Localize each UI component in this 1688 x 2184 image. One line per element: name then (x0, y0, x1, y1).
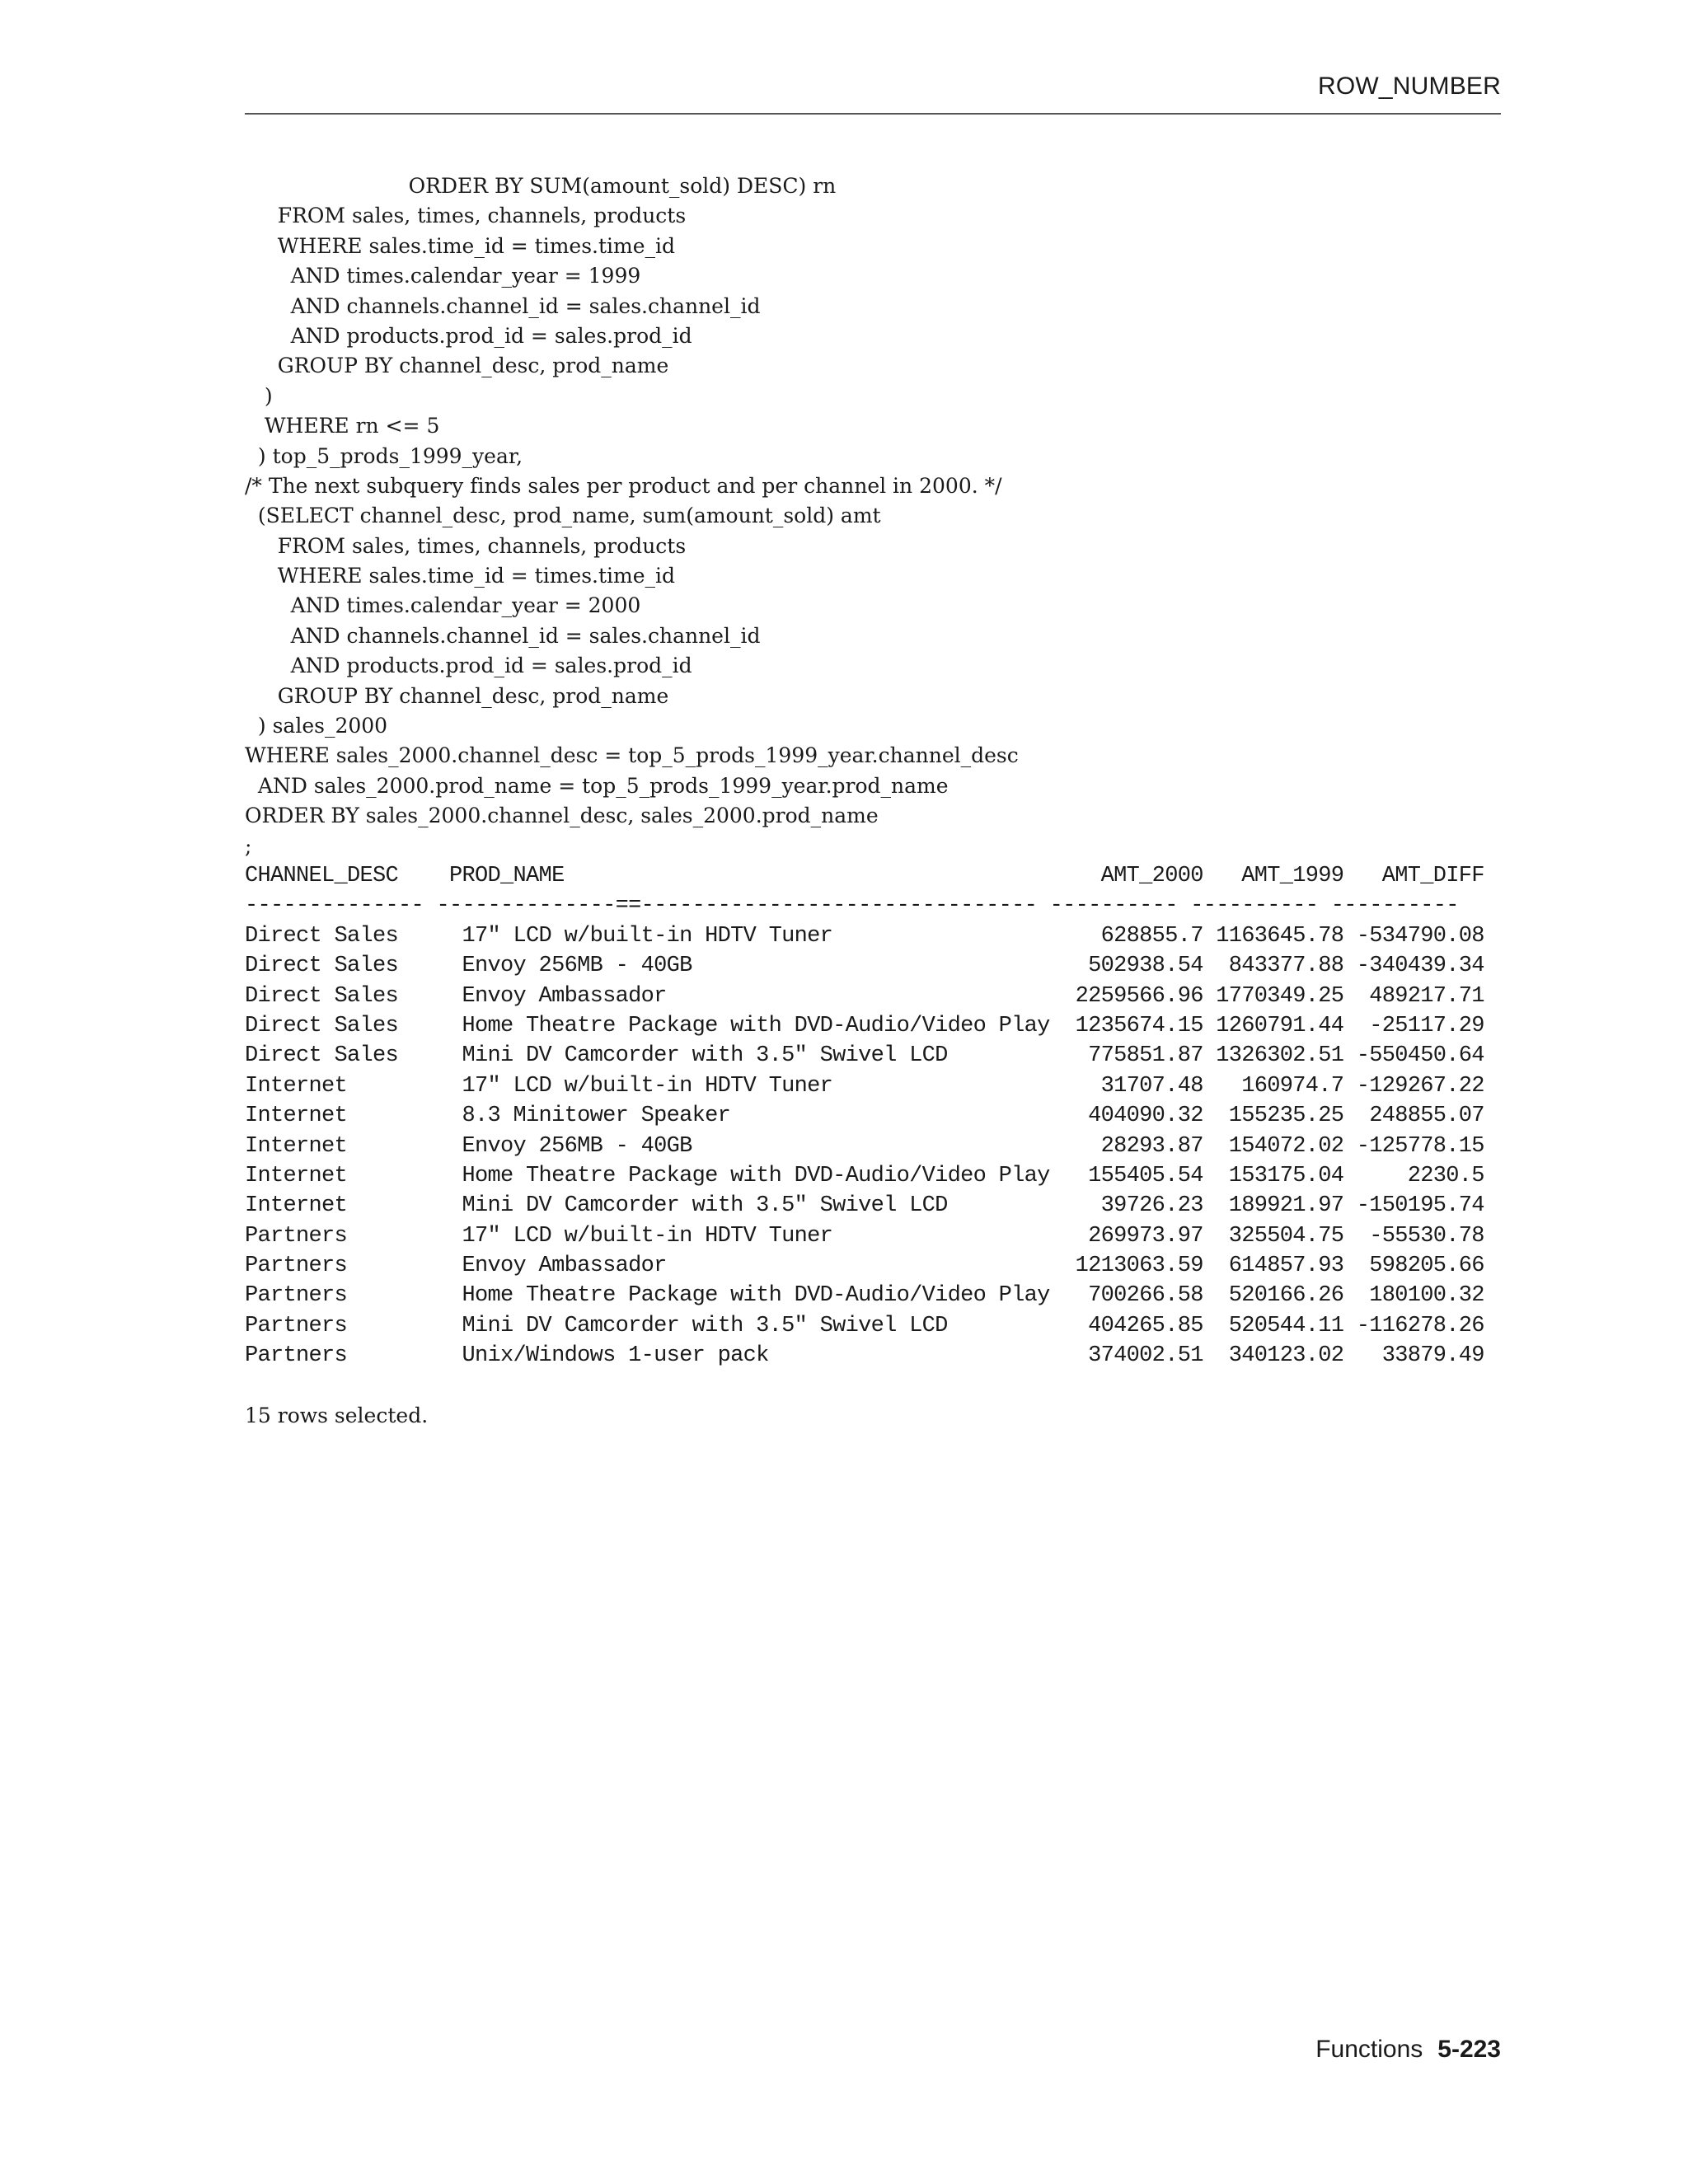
code-line: AND channels.channel_id = sales.channel_id (245, 293, 761, 318)
result-row: Partners Unix/Windows 1-user pack 374002.51 340123.02 33879.49 (245, 1343, 1484, 1369)
code-comment-line: /* The next subquery finds sales per product and per channel in 2000. */ (245, 473, 1002, 498)
code-line: WHERE sales_2000.channel_desc = top_5_prods_1999_year.channel_desc (245, 743, 1019, 768)
code-line: AND times.calendar_year = 1999 (245, 264, 641, 288)
code-line: AND products.prod_id = sales.prod_id (245, 654, 692, 678)
result-separator-line: -------------- --------------==------------------------------- ---------- ---------- ---------- (245, 893, 1459, 919)
code-line: ORDER BY sales_2000.channel_desc, sales_2000.prod_name (245, 804, 879, 828)
page-footer (1315, 2037, 1501, 2062)
code-line: WHERE sales.time_id = times.time_id (245, 564, 676, 588)
result-row: Direct Sales Envoy Ambassador 2259566.96 1770349.25 489217.71 (245, 983, 1484, 1009)
blank-line (245, 1371, 1514, 1401)
header-rule (245, 113, 1501, 115)
code-line: ; (245, 833, 252, 858)
result-row: Internet 17" LCD w/built-in HDTV Tuner 31707.48 160974.7 -129267.22 (245, 1073, 1484, 1099)
code-line: GROUP BY channel_desc, prod_name (245, 354, 669, 378)
result-row: Direct Sales Home Theatre Package with DVD-Audio/Video Play 1235674.15 1260791.44 -25117.29 (245, 1013, 1484, 1038)
footer-section-name: Functions (1315, 2036, 1423, 2063)
result-row: Internet Home Theatre Package with DVD-Audio/Video Play 155405.54 153175.04 2230.5 (245, 1163, 1484, 1188)
code-line: WHERE sales.time_id = times.time_id (245, 233, 676, 258)
code-line: FROM sales, times, channels, products (245, 204, 687, 228)
result-row: Partners Home Theatre Package with DVD-Audio/Video Play 700266.58 520166.26 180100.32 (245, 1283, 1484, 1309)
code-line: ) top_5_prods_1999_year, (245, 443, 523, 468)
result-row: Partners Envoy Ambassador 1213063.59 614857.93 598205.66 (245, 1254, 1484, 1279)
code-line: ) sales_2000 (245, 714, 388, 738)
result-row: Direct Sales Mini DV Camcorder with 3.5" Swivel LCD 775851.87 1326302.51 -550450.64 (245, 1043, 1484, 1069)
result-row: Partners 17" LCD w/built-in HDTV Tuner 269973.97 325504.75 -55530.78 (245, 1223, 1484, 1249)
result-row: Internet Envoy 256MB - 40GB 28293.87 154072.02 -125778.15 (245, 1133, 1484, 1159)
result-row: Internet 8.3 Minitower Speaker 404090.32 155235.25 248855.07 (245, 1104, 1484, 1129)
code-line: ORDER BY SUM(amount_sold) DESC) rn (245, 174, 837, 198)
result-row: Internet Mini DV Camcorder with 3.5" Swivel LCD 39726.23 189921.97 -150195.74 (245, 1193, 1484, 1219)
code-line: AND channels.channel_id = sales.channel_id (245, 623, 761, 648)
result-row: Partners Mini DV Camcorder with 3.5" Swivel LCD 404265.85 520544.11 -116278.26 (245, 1313, 1484, 1338)
result-row: Direct Sales 17" LCD w/built-in HDTV Tuner 628855.7 1163645.78 -534790.08 (245, 923, 1484, 949)
page-number: 5-223 (1437, 2036, 1501, 2063)
code-line: (SELECT channel_desc, prod_name, sum(amount_sold) amt (245, 504, 881, 528)
running-header-title: ROW_NUMBER (1317, 73, 1501, 100)
result-header-line: CHANNEL_DESC PROD_NAME AMT_2000 AMT_1999 AMT_DIFF (245, 863, 1484, 888)
code-line: AND products.prod_id = sales.prod_id (245, 323, 692, 348)
code-line: FROM sales, times, channels, products (245, 533, 687, 558)
code-line: AND sales_2000.prod_name = top_5_prods_1999_year.prod_name (245, 773, 949, 798)
rows-selected-summary: 15 rows selected. (245, 1404, 429, 1428)
sql-example-block (245, 171, 1514, 1431)
result-row: Direct Sales Envoy 256MB - 40GB 502938.54 843377.88 -340439.34 (245, 954, 1484, 979)
code-line: GROUP BY channel_desc, prod_name (245, 683, 669, 708)
code-line: AND times.calendar_year = 2000 (245, 593, 641, 618)
code-line: ) (245, 383, 273, 408)
code-line: WHERE rn <= 5 (245, 414, 440, 438)
